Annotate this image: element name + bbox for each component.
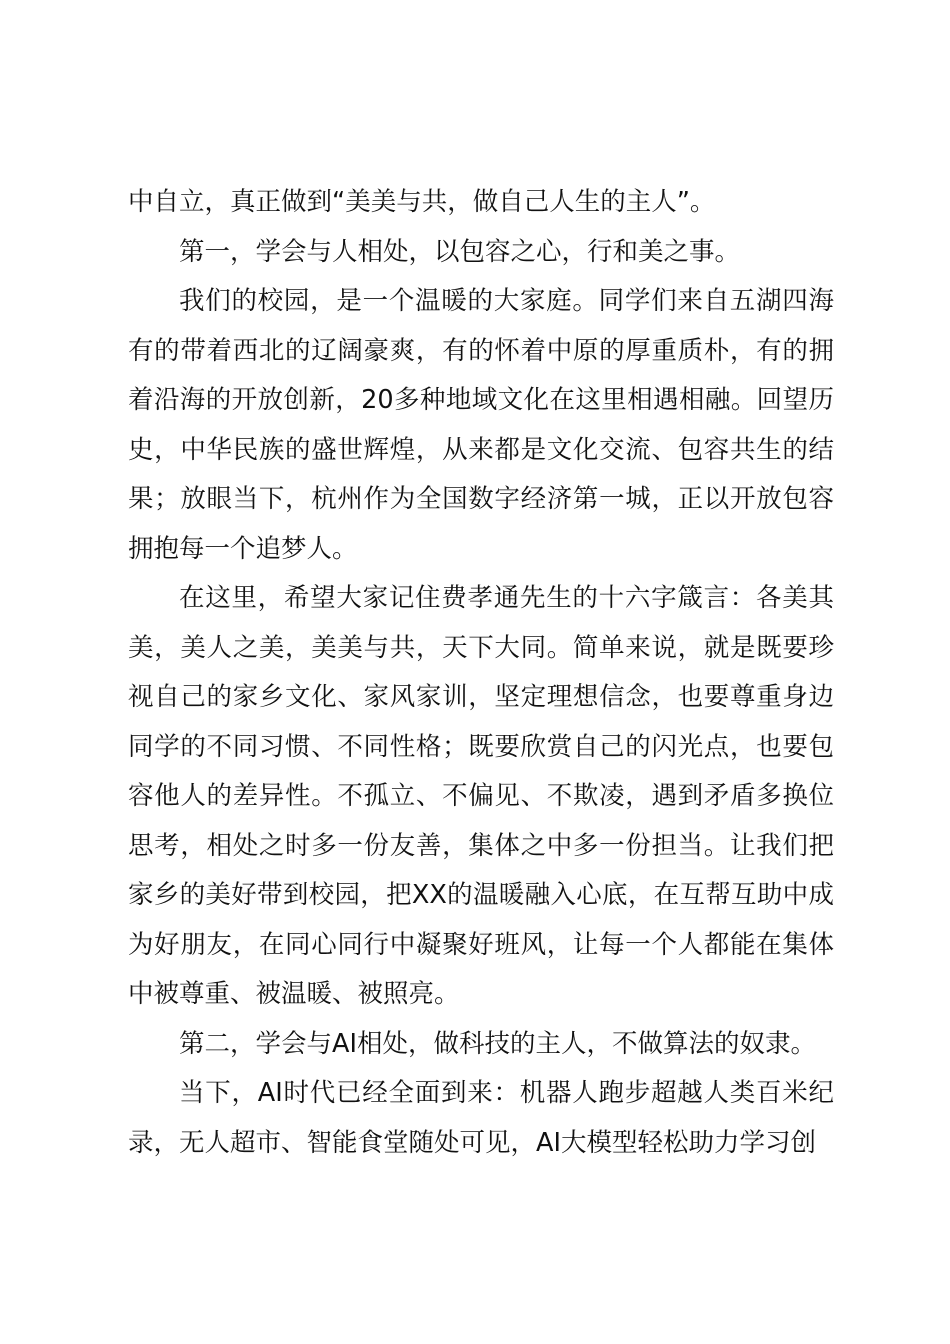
paragraph-4: 在这里，希望大家记住费孝通先生的十六字箴言：各美其美，美人之美，美美与共，天下大同。简单来说，就是既要珍视自己的家乡文化、家风家训，坚定理想信念，也要尊重身边同学的不同习惯、不同性格；既要欣赏自己的闪光点，也要包容他人的差异性。不孤立、不偏见、不欺凌，遇到矛盾多换位思考，相处之时多一份友善，集体之中多一份担当。让我们把家乡的美好带到校园，把XX的温暖融入心底，在互帮互助中成为好朋友，在同心同行中凝聚好班风，让每一个人都能在集体中被尊重、被温暖、被照亮。 bbox=[128, 583, 834, 1009]
paragraph-6: 当下，AI时代已经全面到来：机器人跑步超越人类百米纪录，无人超市、智能食堂随处可见，AI大模型轻松助力学习创 bbox=[128, 1078, 834, 1158]
paragraph-2-heading-first: 第一，学会与人相处，以包容之心，行和美之事。 bbox=[179, 236, 741, 267]
document-body bbox=[128, 178, 834, 1168]
paragraph-5-heading-second: 第二，学会与AI相处，做科技的主人，不做算法的奴隶。 bbox=[179, 1028, 816, 1059]
paragraph-3: 我们的校园，是一个温暖的大家庭。同学们来自五湖四海有的带着西北的辽阔豪爽，有的怀着中原的厚重质朴，有的拥着沿海的开放创新，20多种地域文化在这里相遇相融。回望历史，中华民族的盛世辉煌，从来都是文化交流、包容共生的结果；放眼当下，杭州作为全国数字经济第一城，正以开放包容拥抱每一个追梦人。 bbox=[128, 286, 834, 564]
paragraph-1: 中自立，真正做到“美美与共，做自己人生的主人”。 bbox=[128, 187, 716, 217]
